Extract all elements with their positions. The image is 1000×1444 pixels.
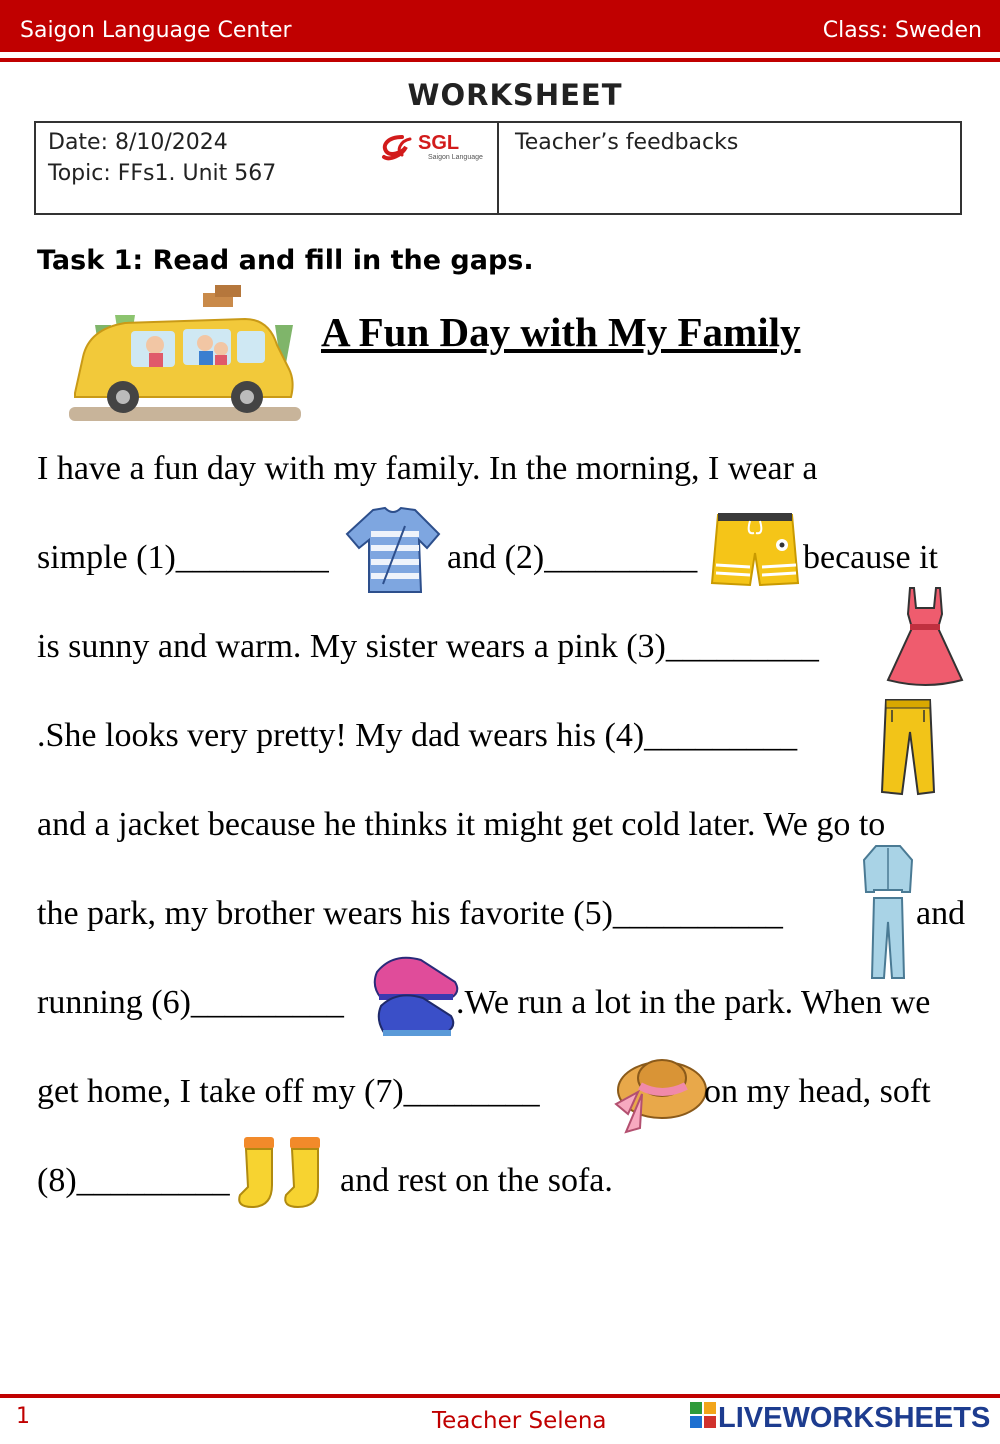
task-heading: Task 1: Read and fill in the gaps. bbox=[37, 245, 534, 276]
story-line-7-end: .We run a lot in the park. When we bbox=[456, 984, 931, 1021]
liveworksheets-text: LIVEWORKSHEETS bbox=[718, 1402, 991, 1434]
page-number: 1 bbox=[16, 1404, 30, 1429]
trousers-icon bbox=[878, 696, 938, 798]
story-line-3: is sunny and warm. My sister wears a pink (3)_________ bbox=[37, 628, 819, 665]
school-name: Saigon Language Center bbox=[20, 18, 292, 43]
hat-icon bbox=[608, 1042, 708, 1136]
socks-icon bbox=[234, 1133, 330, 1213]
story-line-5: and a jacket because he thinks it might get cold later. We go to bbox=[37, 806, 886, 843]
sneakers-icon bbox=[367, 946, 463, 1044]
teacher-name: Teacher Selena bbox=[432, 1408, 607, 1434]
sgl-logo-subtext: Saigon Language bbox=[428, 154, 483, 161]
class-label: Class: Sweden bbox=[822, 18, 982, 43]
tracksuit-icon bbox=[862, 842, 914, 982]
tshirt-picture bbox=[343, 504, 443, 596]
worksheet-title: WORKSHEET bbox=[407, 78, 623, 112]
story-line-6-end: and bbox=[916, 895, 966, 932]
story-gap-7-text: get home, I take off my (7)________ bbox=[37, 1073, 540, 1110]
topic-text: Topic: FFs1. Unit 567 bbox=[48, 161, 277, 186]
story-gap-1-text: simple (1)_________ bbox=[37, 539, 329, 576]
liveworksheets-icon bbox=[690, 1402, 716, 1436]
shorts-picture bbox=[710, 505, 800, 589]
hat-picture bbox=[608, 1042, 708, 1136]
family-car-illustration bbox=[65, 285, 305, 425]
dress-picture bbox=[886, 584, 964, 692]
header-divider bbox=[0, 58, 1000, 62]
sneakers-picture bbox=[367, 946, 463, 1044]
family-car-icon bbox=[65, 285, 305, 425]
socks-picture bbox=[234, 1133, 330, 1213]
story-gap-2-text: and (2)_________ bbox=[447, 539, 698, 576]
sgl-logo-text: SGL bbox=[418, 132, 460, 154]
story-line-8-end: on my head, soft bbox=[704, 1073, 931, 1110]
footer-divider bbox=[0, 1394, 1000, 1398]
story-line-6: the park, my brother wears his favorite (5)__________ bbox=[37, 895, 783, 932]
tracksuit-picture bbox=[862, 842, 914, 982]
sgl-logo bbox=[380, 131, 495, 165]
story-line-4: .She looks very pretty! My dad wears his (4)_________ bbox=[37, 717, 798, 754]
dress-icon bbox=[886, 584, 964, 692]
story-gap-8-text: (8)_________ bbox=[37, 1162, 230, 1199]
feedback-label: Teacher’s feedbacks bbox=[515, 130, 739, 155]
story-line-1: I have a fun day with my family. In the morning, I wear a bbox=[37, 450, 818, 487]
story-gap-6-text: running (6)_________ bbox=[37, 984, 344, 1021]
shorts-icon bbox=[710, 505, 800, 589]
date-text: Date: 8/10/2024 bbox=[48, 130, 228, 155]
info-box-divider bbox=[497, 121, 499, 215]
tshirt-icon bbox=[343, 504, 443, 596]
trousers-picture bbox=[878, 696, 938, 798]
liveworksheets-logo[interactable] bbox=[690, 1402, 990, 1436]
story-title: A Fun Day with My Family bbox=[321, 309, 801, 355]
story-line-9-end: and rest on the sofa. bbox=[340, 1162, 613, 1199]
story-line-2-end: because it bbox=[803, 539, 938, 576]
